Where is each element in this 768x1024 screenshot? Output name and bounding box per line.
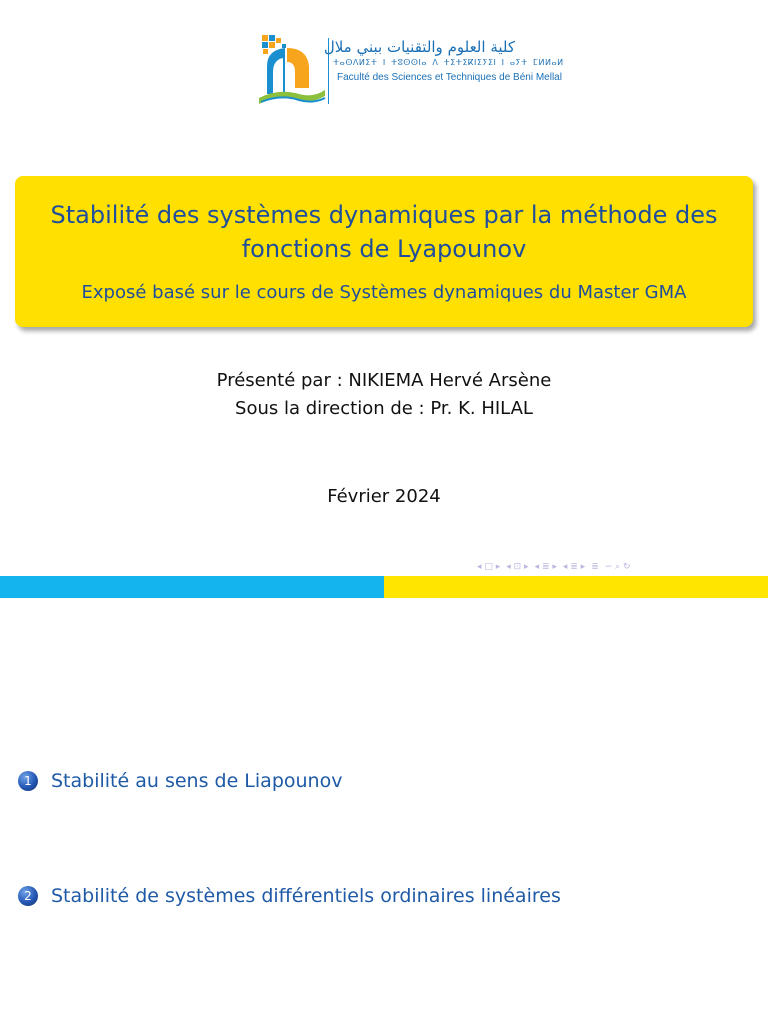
nav-document-icon[interactable]: ◂ ≣ ▸ <box>562 562 586 572</box>
logo-arabic-text: كلية العلوم والتقنيات ببني ملال <box>323 38 515 56</box>
title-block <box>15 176 753 327</box>
toc-item[interactable] <box>18 885 561 907</box>
footer-bar-yellow <box>384 576 768 598</box>
nav-search-icon[interactable]: ∽ ⌕ ↻ <box>604 562 631 572</box>
faculty-logo <box>259 32 564 108</box>
toc-number-ball: 2 <box>18 886 38 906</box>
footer-bar-blue <box>0 576 384 598</box>
nav-subsection-icon[interactable]: ◂ ⊡ ▸ <box>506 562 529 572</box>
logo-tifinagh-text: ⵜⴰⵙⴷⵍⵉⵜ ⵏ ⵜⵓⵙⵙⵏⴰ ⴷ ⵜⵉⵜⵉⴽⵏⵉⵢⵉⵏ ⵏ ⴰⵢⵜ ⵎⵍⵍⴰⵍ <box>333 58 564 67</box>
presentation-date: Février 2024 <box>327 486 441 507</box>
supervisor-line: Sous la direction de : Pr. K. HILAL <box>235 398 533 419</box>
toc-number-ball: 1 <box>18 771 38 791</box>
presentation-title: Stabilité des systèmes dynamiques par la méthode des fonctions de Lyapounov <box>50 201 718 263</box>
author-line: Présenté par : NIKIEMA Hervé Arsène <box>216 370 552 391</box>
beamer-navigation <box>477 561 637 573</box>
toc-item-label: Stabilité de systèmes différentiels ordinaires linéaires <box>51 885 561 907</box>
logo-text <box>323 38 564 86</box>
nav-frame-icon[interactable]: ◂ □ ▸ <box>477 562 501 572</box>
logo-french-text: Faculté des Sciences et Techniques de Béni Mellal <box>337 72 562 83</box>
fst-emblem-icon <box>259 32 325 108</box>
nav-appendix-icon[interactable]: ≣ <box>591 562 599 572</box>
toc-item-label: Stabilité au sens de Liapounov <box>51 770 343 792</box>
toc-item[interactable] <box>18 770 342 792</box>
nav-section-icon[interactable]: ◂ ≣ ▸ <box>534 562 557 572</box>
outline-slide <box>0 598 768 1024</box>
presentation-subtitle: Exposé basé sur le cours de Systèmes dynamiques du Master GMA <box>81 282 687 303</box>
